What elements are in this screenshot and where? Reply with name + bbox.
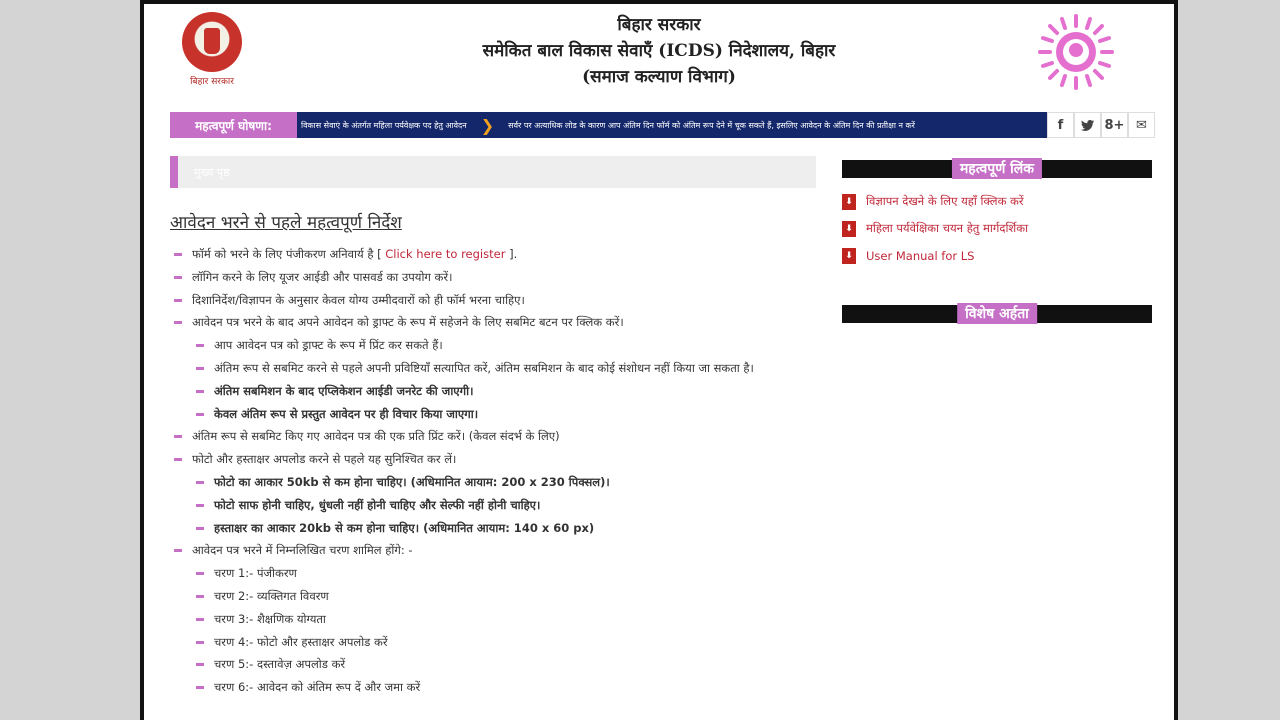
pdf-icon: ⬇: [842, 221, 856, 237]
pdf-icon: ⬇: [842, 248, 856, 264]
ticker-arrow-icon: ❯: [480, 115, 495, 135]
list-item: अंतिम रूप से सबमिट करने से पहले अपनी प्रविष्टियाँ सत्यापित करें, अंतिम सबमिशन के बाद कोई संशोधन नहीं किया जा सकता है।: [170, 357, 816, 380]
main-content: [170, 156, 816, 699]
google-plus-icon[interactable]: 8+: [1101, 112, 1128, 138]
list-item: दिशानिर्देश/विज्ञापन के अनुसार केवल योग्य उम्मीदवारों को ही फॉर्म भरना चाहिए।: [170, 289, 816, 312]
emblem-caption: बिहार सरकार: [190, 77, 234, 87]
social-links: [1047, 112, 1155, 138]
title-line-3: (समाज कल्याण विभाग): [582, 67, 736, 87]
site-header: [144, 4, 1174, 104]
ticker-item-2[interactable]: सर्वर पर अत्याधिक लोड के कारण आप अंतिम दिन फॉर्म को अंतिम रूप देने में चूक सकते हैं, इसलिए आवेदन के अंतिम दिन की प्रतीक्षा न करें: [508, 120, 915, 130]
list-item: फोटो साफ होनी चाहिए, धुंधली नहीं होनी चाहिए और सेल्फी नहीं होनी चाहिए।: [170, 494, 816, 517]
sidebar-link-user-manual[interactable]: [842, 242, 1152, 269]
list-item: लॉगिन करने के लिए यूजर आईडी और पासवर्ड का उपयोग करें।: [170, 266, 816, 289]
icds-logo-icon: [1036, 12, 1116, 92]
list-item: अंतिम सबमिशन के बाद एप्लिकेशन आईडी जनरेट की जाएगी।: [170, 380, 816, 403]
mail-icon[interactable]: ✉: [1128, 112, 1155, 138]
list-item: केवल अंतिम रूप से प्रस्तुत आवेदन पर ही विचार किया जाएगा।: [170, 403, 816, 426]
sidebar-link-guidelines[interactable]: [842, 215, 1152, 242]
register-link[interactable]: Click here to register: [385, 247, 506, 261]
facebook-icon[interactable]: f: [1047, 112, 1074, 138]
announcement-label: महत्वपूर्ण घोषणा:: [170, 112, 297, 138]
list-item: चरण 1:- पंजीकरण: [170, 562, 816, 585]
ticker-item-1[interactable]: विकास सेवाएं के अंतर्गत महिला पर्यवेक्षक पद हेतु आवेदन: [301, 120, 467, 130]
sidebar: [842, 160, 1152, 333]
twitter-icon[interactable]: [1074, 112, 1101, 138]
sidebar-link-label[interactable]: User Manual for LS: [866, 248, 975, 263]
list-item: फोटो का आकार 50kb से कम होना चाहिए। (अधिमानित आयाम: 200 x 230 पिक्सल)।: [170, 471, 816, 494]
list-item: चरण 4:- फोटो और हस्ताक्षर अपलोड करें: [170, 631, 816, 654]
sidebar-link-advertisement[interactable]: [842, 188, 1152, 215]
list-item: आवेदन पत्र भरने के बाद अपने आवेदन को ड्राफ्ट के रूप में सहेजने के लिए सबमिट बटन पर क्लिक करें।: [170, 311, 816, 334]
pdf-icon: ⬇: [842, 194, 856, 210]
special-qualification-title: विशेष अर्हता: [957, 303, 1037, 324]
sidebar-link-label[interactable]: विज्ञापन देखने के लिए यहाँ क्लिक करें: [866, 194, 1024, 208]
title-line-2: समेकित बाल विकास सेवाएँ (ICDS) निदेशालय, बिहार: [482, 41, 836, 61]
sidebar-link-label[interactable]: महिला पर्यवेक्षिका चयन हेतु मार्गदर्शिका: [866, 221, 1029, 235]
list-item: चरण 3:- शैक्षणिक योग्यता: [170, 608, 816, 631]
list-item: चरण 6:- आवेदन को अंतिम रूप दें और जमा करें: [170, 676, 816, 699]
announcement-bar: [170, 112, 1155, 138]
list-item: अंतिम रूप से सबमिट किए गए आवेदन पत्र की एक प्रति प्रिंट करें। (केवल संदर्भ के लिए): [170, 425, 816, 448]
announcement-ticker[interactable]: [297, 112, 1047, 138]
list-item: आवेदन पत्र भरने में निम्नलिखित चरण शामिल होंगे: -: [170, 539, 816, 562]
list-item: हस्ताक्षर का आकार 20kb से कम होना चाहिए। (अधिमानित आयाम: 140 x 60 px): [170, 517, 816, 540]
site-title: [144, 12, 1174, 90]
title-line-1: बिहार सरकार: [617, 15, 701, 35]
special-qualification-header: [842, 305, 1152, 323]
breadcrumb[interactable]: मुख्य पृष्ठ: [170, 156, 816, 188]
important-links-list: [842, 188, 1152, 269]
list-item: चरण 2:- व्यक्तिगत विवरण: [170, 585, 816, 608]
instructions-list: [170, 243, 816, 699]
important-links-header: [842, 160, 1152, 178]
list-item: फोटो और हस्ताक्षर अपलोड करने से पहले यह सुनिश्चित कर लें।: [170, 448, 816, 471]
list-item: चरण 5:- दस्तावेज़ अपलोड करें: [170, 653, 816, 676]
page-frame: [140, 0, 1178, 720]
important-links-title: महत्वपूर्ण लिंक: [952, 158, 1042, 179]
instructions-heading: आवेदन भरने से पहले महत्वपूर्ण निर्देश: [170, 213, 402, 233]
list-item: आप आवेदन पत्र को ड्राफ्ट के रूप में प्रिंट कर सकते हैं।: [170, 334, 816, 357]
list-item: फॉर्म को भरने के लिए पंजीकरण अनिवार्य है [ Click here to register ].: [170, 243, 816, 266]
